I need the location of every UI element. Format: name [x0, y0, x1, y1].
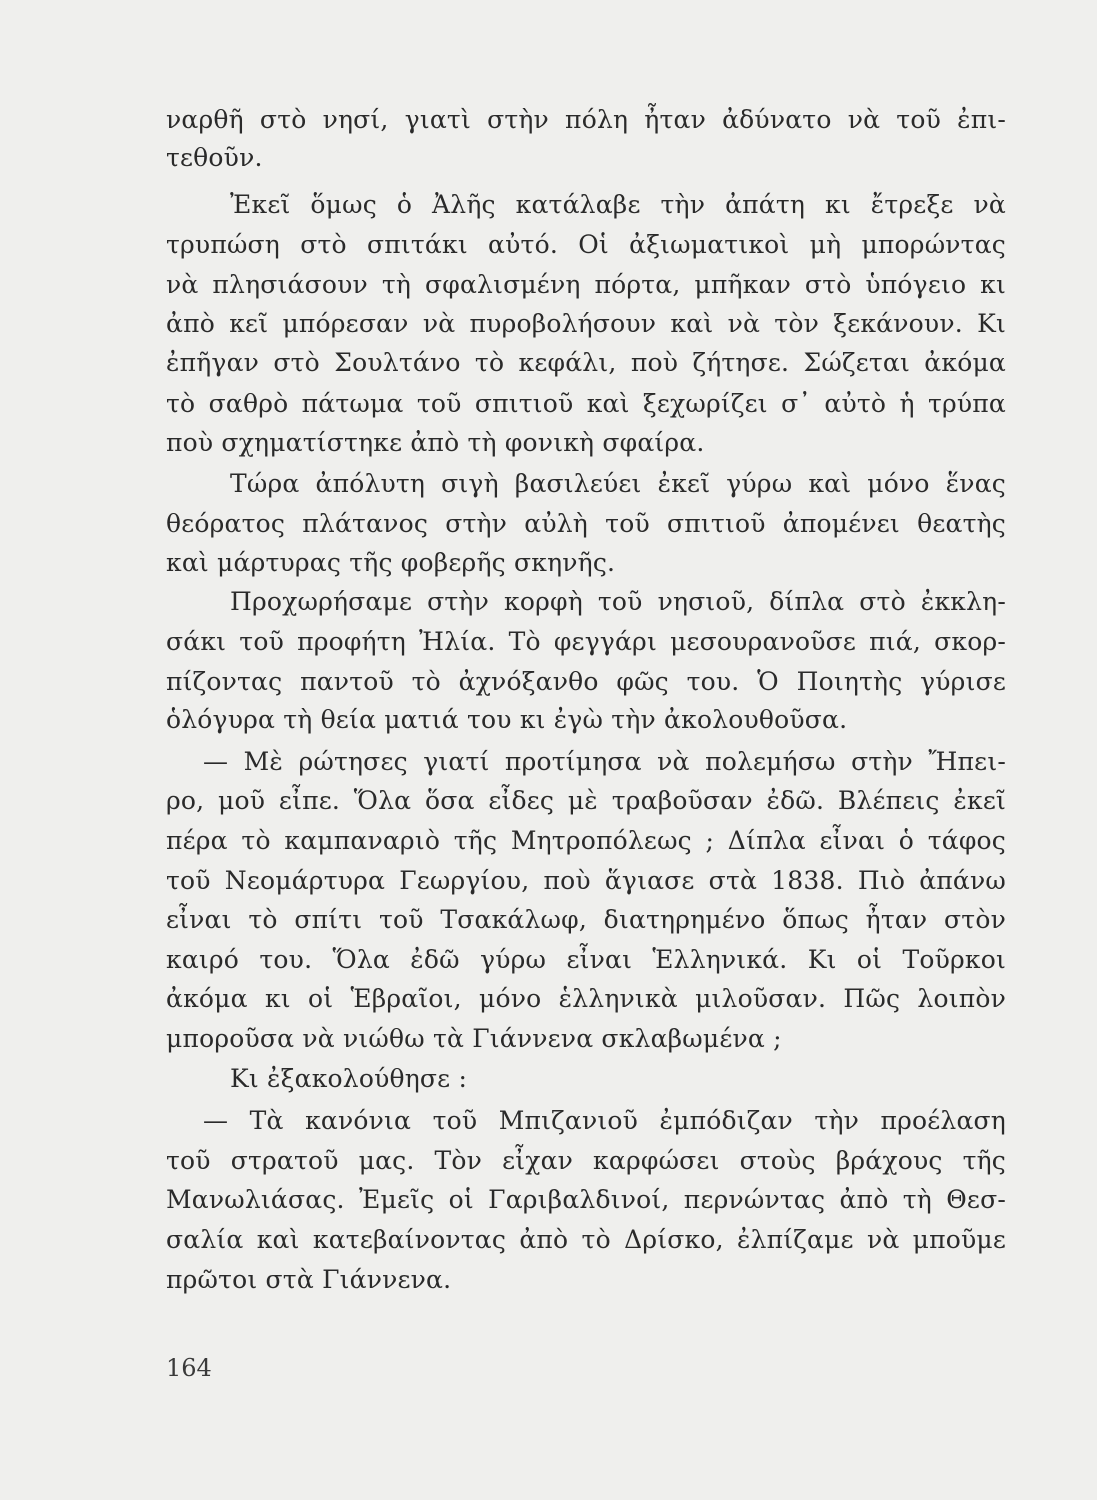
text-line: τεθοῦν.	[166, 143, 263, 172]
text-line: τοῦ στρατοῦ μας. Τὸν εἶχαν καρφώσει στοὺς βράχους τῆς	[166, 1146, 1006, 1175]
text-line: τρυπώση στὸ σπιτάκι αὐτό. Οἱ ἀξιωματικοὶ μὴ μπορώντας	[166, 230, 1006, 259]
text-line: καιρό του. Ὅλα ἐδῶ γύρω εἶναι Ἑλληνικά. Κι οἱ Τοῦρκοι	[166, 945, 1006, 974]
text-line: καὶ μάρτυρας τῆς φοβερῆς σκηνῆς.	[166, 548, 616, 577]
text-line: — Τὰ κανόνια τοῦ Μπιζανιοῦ ἐμπόδιζαν τὴν προέλαση	[203, 1106, 1006, 1135]
text-line: — Μὲ ρώτησες γιατί προτίμησα νὰ πολεμήσω στὴν Ἤπει-	[203, 747, 1006, 776]
text-line: πίζοντας παντοῦ τὸ ἀχνόξανθο φῶς του. Ὁ Ποιητὴς γύρισε	[166, 667, 1006, 696]
text-line: ρο, μοῦ εἶπε. Ὅλα ὅσα εἶδες μὲ τραβοῦσαν ἐδῶ. Βλέπεις ἐκεῖ	[166, 786, 1006, 815]
text-line: Προχωρήσαμε στὴν κορφὴ τοῦ νησιοῦ, δίπλα στὸ ἐκκλη-	[230, 587, 1006, 616]
text-line: εἶναι τὸ σπίτι τοῦ Τσακάλωφ, διατηρημένο ὅπως ἦταν στὸν	[166, 905, 1006, 934]
text-line: σάκι τοῦ προφήτη Ἠλία. Τὸ φεγγάρι μεσουρανοῦσε πιά, σκορ-	[166, 627, 1006, 656]
text-line: πέρα τὸ καμπαναριὸ τῆς Μητροπόλεως ; Δίπλα εἶναι ὁ τάφος	[166, 826, 1006, 855]
text-line: ἀπὸ κεῖ μπόρεσαν νὰ πυροβολήσουν καὶ νὰ τὸν ξεκάνουν. Κι	[166, 309, 1006, 338]
text-line: Τώρα ἀπόλυτη σιγὴ βασιλεύει ἐκεῖ γύρω καὶ μόνο ἕνας	[230, 469, 1006, 498]
text-line: πρῶτοι στὰ Γιάννενα.	[166, 1265, 452, 1294]
page-number: 164	[166, 1354, 212, 1382]
text-line: μποροῦσα νὰ νιώθω τὰ Γιάννενα σκλαβωμένα ;	[166, 1024, 782, 1053]
text-line: Κι ἐξακολούθησε :	[230, 1064, 468, 1093]
text-line: τοῦ Νεομάρτυρα Γεωργίου, ποὺ ἅγιασε στὰ 1838. Πιὸ ἀπάνω	[166, 866, 1006, 895]
text-line: ἀκόμα κι οἱ Ἑβραῖοι, μόνο ἑλληνικὰ μιλοῦσαν. Πῶς λοιπὸν	[166, 984, 1006, 1013]
text-line: σαλία καὶ κατεβαίνοντας ἀπὸ τὸ Δρίσκο, ἐλπίζαμε νὰ μποῦμε	[166, 1225, 1006, 1254]
text-line: ναρθῆ στὸ νησί, γιατὶ στὴν πόλη ἦταν ἀδύνατο νὰ τοῦ ἐπι-	[166, 105, 1006, 134]
text-line: τὸ σαθρὸ πάτωμα τοῦ σπιτιοῦ καὶ ξεχωρίζει σ᾽ αὐτὸ ἡ τρύπα	[166, 389, 1006, 418]
text-line: ὁλόγυρα τὴ θεία ματιά του κι ἐγὼ τὴν ἀκολουθοῦσα.	[166, 705, 848, 734]
text-line: ποὺ σχηματίστηκε ἀπὸ τὴ φονικὴ σφαίρα.	[166, 428, 705, 457]
text-line: θεόρατος πλάτανος στὴν αὐλὴ τοῦ σπιτιοῦ ἀπομένει θεατὴς	[166, 509, 1006, 538]
text-line: ἐπῆγαν στὸ Σουλτάνο τὸ κεφάλι, ποὺ ζήτησε. Σώζεται ἀκόμα	[166, 348, 1006, 377]
text-line: νὰ πλησιάσουν τὴ σφαλισμένη πόρτα, μπῆκαν στὸ ὑπόγειο κι	[166, 270, 1006, 299]
text-line: Ἐκεῖ ὅμως ὁ Ἀλῆς κατάλαβε τὴν ἀπάτη κι ἔτρεξε νὰ	[230, 190, 1006, 219]
text-line: Μανωλιάσας. Ἐμεῖς οἱ Γαριβαλδινοί, περνώντας ἀπὸ τὴ Θεσ-	[166, 1185, 1006, 1214]
